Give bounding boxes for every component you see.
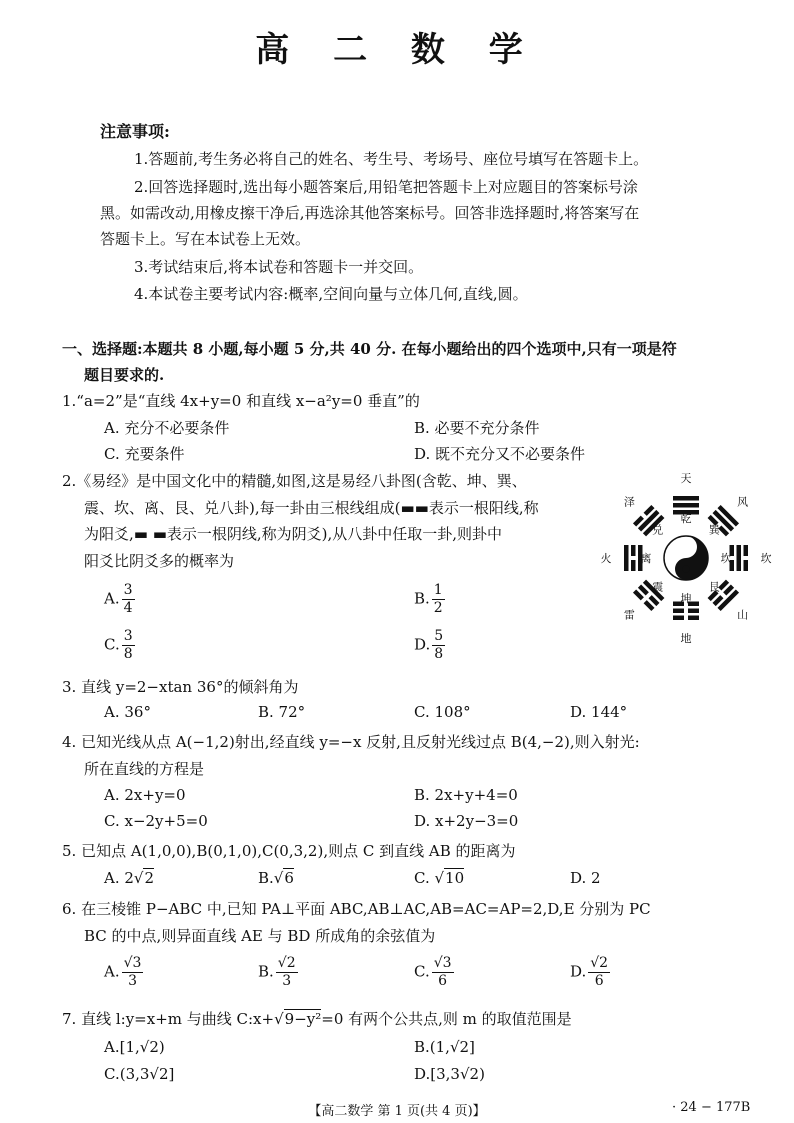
outer-label: 火 [600,552,612,565]
question-5-option-c: C. √10 [414,869,465,887]
inner-label: 坤 [680,592,692,605]
inner-label: 震 [652,580,664,594]
yin-line [673,616,684,621]
outer-label: 雷 [623,608,635,622]
notice-line: 4.本试卷主要考试内容:概率,空间向量与立体几何,直线,圆。 [134,285,528,303]
outer-label: 山 [737,608,749,622]
question-7-option-d: D.[3,3√2) [414,1065,485,1083]
question-1-option-b: B. 必要不充分条件 [414,419,540,437]
notice-line: 2.回答选择题时,选出每小题答案后,用铅笔把答题卡上对应题目的答案标号涂 [134,178,638,196]
question-2-option-a: A. $\frac{3}{4}$ [104,582,133,616]
yang-line [624,545,629,571]
question-3-option-d: D. 144° [570,703,628,721]
inner-label: 坎 [720,552,732,565]
outer-label: 天 [680,472,692,485]
question-2-option-d: D. $\frac{5}{8}$ [414,628,444,662]
inner-label: 艮 [708,580,720,594]
yin-line [688,609,699,614]
question-7-option-c: C.(3,3√2] [104,1065,175,1083]
question-2-option-b: B. $\frac{1}{2}$ [414,582,443,616]
yang-line [673,503,699,508]
inner-label: 乾 [680,512,692,525]
page-footer: 【高二数学 第 1 页(共 4 页)】 [308,1104,486,1119]
question-2-stem: 2.《易经》是中国文化中的精髓,如图,这是易经八卦图(含乾、坤、巽、 [62,472,527,490]
question-4-stem: 4. 已知光线从点 A(−1,2)射出,经直线 y=−x 反射,且反射光线过点 B(4,−2),则入射光: [62,733,640,751]
question-3-stem: 3. 直线 y=2−xtan 36°的倾斜角为 [62,678,299,696]
yin-line [673,609,684,614]
notice-heading: 注意事项: [100,122,170,141]
outer-label: 泽 [623,495,635,509]
question-3-option-b: B. 72° [258,703,306,721]
question-1-stem: 1.“a=2”是“直线 4x+y=0 和直线 x−a²y=0 垂直”的 [62,392,420,410]
question-3-option-c: C. 108° [414,703,471,721]
question-7-option-b: B.(1,√2] [414,1038,475,1056]
trigram [730,545,749,571]
question-2-option-c: C. $\frac{3}{8}$ [104,628,133,662]
page-title: 高 二 数 学 [255,30,539,70]
outer-label: 坎 [760,552,772,565]
yin-line [744,545,749,556]
question-4-option-b: B. 2x+y+4=0 [414,786,518,804]
section-heading-cont: 题目要求的. [84,366,165,384]
paper-code: · 24 − 177B [672,1100,751,1115]
yin-line [631,545,636,556]
inner-label: 离 [640,552,652,565]
question-6-option-c: C. $\frac{√3}{6}$ [414,955,452,989]
question-4-stem: 所在直线的方程是 [84,760,205,778]
notice-line: 黑。如需改动,用橡皮擦干净后,再选涂其他答案标号。回答非选择题时,将答案写在 [100,204,640,222]
question-6-option-d: D. $\frac{√2}{6}$ [570,955,609,989]
question-5-stem: 5. 已知点 A(1,0,0),B(0,1,0),C(0,3,2),则点 C 到直线 AB 的距离为 [62,842,516,860]
question-2-stem: 阳爻比阴爻多的概率为 [84,552,235,570]
question-4-option-c: C. x−2y+5=0 [104,812,208,830]
inner-label: 巽 [708,523,720,537]
question-3-option-a: A. 36° [104,703,151,721]
outer-label: 地 [680,632,692,645]
yin-line [744,560,749,571]
question-6-stem: BC 的中点,则异面直线 AE 与 BD 所成角的余弦值为 [84,927,436,945]
notice-line: 3.考试结束后,将本试卷和答题卡一并交回。 [134,258,424,276]
yin-line [631,560,636,571]
yang-line [673,496,699,501]
yang-line [737,545,742,571]
question-1-option-a: A. 充分不必要条件 [104,419,230,437]
inner-label: 兑 [652,523,664,537]
question-1-option-d: D. 既不充分又不必要条件 [414,445,586,463]
outer-label: 风 [737,495,749,509]
notice-line: 答题卡上。写在本试卷上无效。 [100,230,311,248]
section-heading: 一、选择题:本题共 8 小题,每小题 5 分,共 40 分. 在每小题给出的四个选项中,只有一项是符 [62,340,677,358]
question-1-option-c: C. 充要条件 [104,445,185,463]
taiji-symbol [664,536,708,580]
question-6-stem: 6. 在三棱锥 P−ABC 中,已知 PA⊥平面 ABC,AB⊥AC,AB=AC=AP=2,D,E 分别为 PC [62,900,651,918]
bagua-diagram [598,466,774,662]
question-7-option-a: A.[1,√2) [104,1038,165,1056]
notice-line: 1.答题前,考生务必将自己的姓名、考生号、考场号、座位号填写在答题卡上。 [134,150,649,168]
question-6-option-b: B. $\frac{√2}{3}$ [258,955,296,989]
question-2-stem: 为阳爻,▬ ▬表示一根阴线,称为阴爻),从八卦中任取一卦,则卦中 [84,525,503,543]
question-7-stem: 7. 直线 l:y=x+m 与曲线 C:x+√9−y²=0 有两个公共点,则 m 的取值范围是 [62,1010,572,1028]
question-5-option-a: A. 2√2 [104,869,155,887]
yin-line [688,616,699,621]
question-5-option-d: D. 2 [570,869,601,887]
question-4-option-d: D. x+2y−3=0 [414,812,519,830]
question-5-option-b: B.√6 [258,869,294,887]
question-6-option-a: A. $\frac{√3}{3}$ [104,955,142,989]
question-4-option-a: A. 2x+y=0 [104,786,186,804]
question-2-stem: 震、坎、离、艮、兑八卦),每一卦由三根线组成(▬▬表示一根阳线,称 [84,499,539,517]
